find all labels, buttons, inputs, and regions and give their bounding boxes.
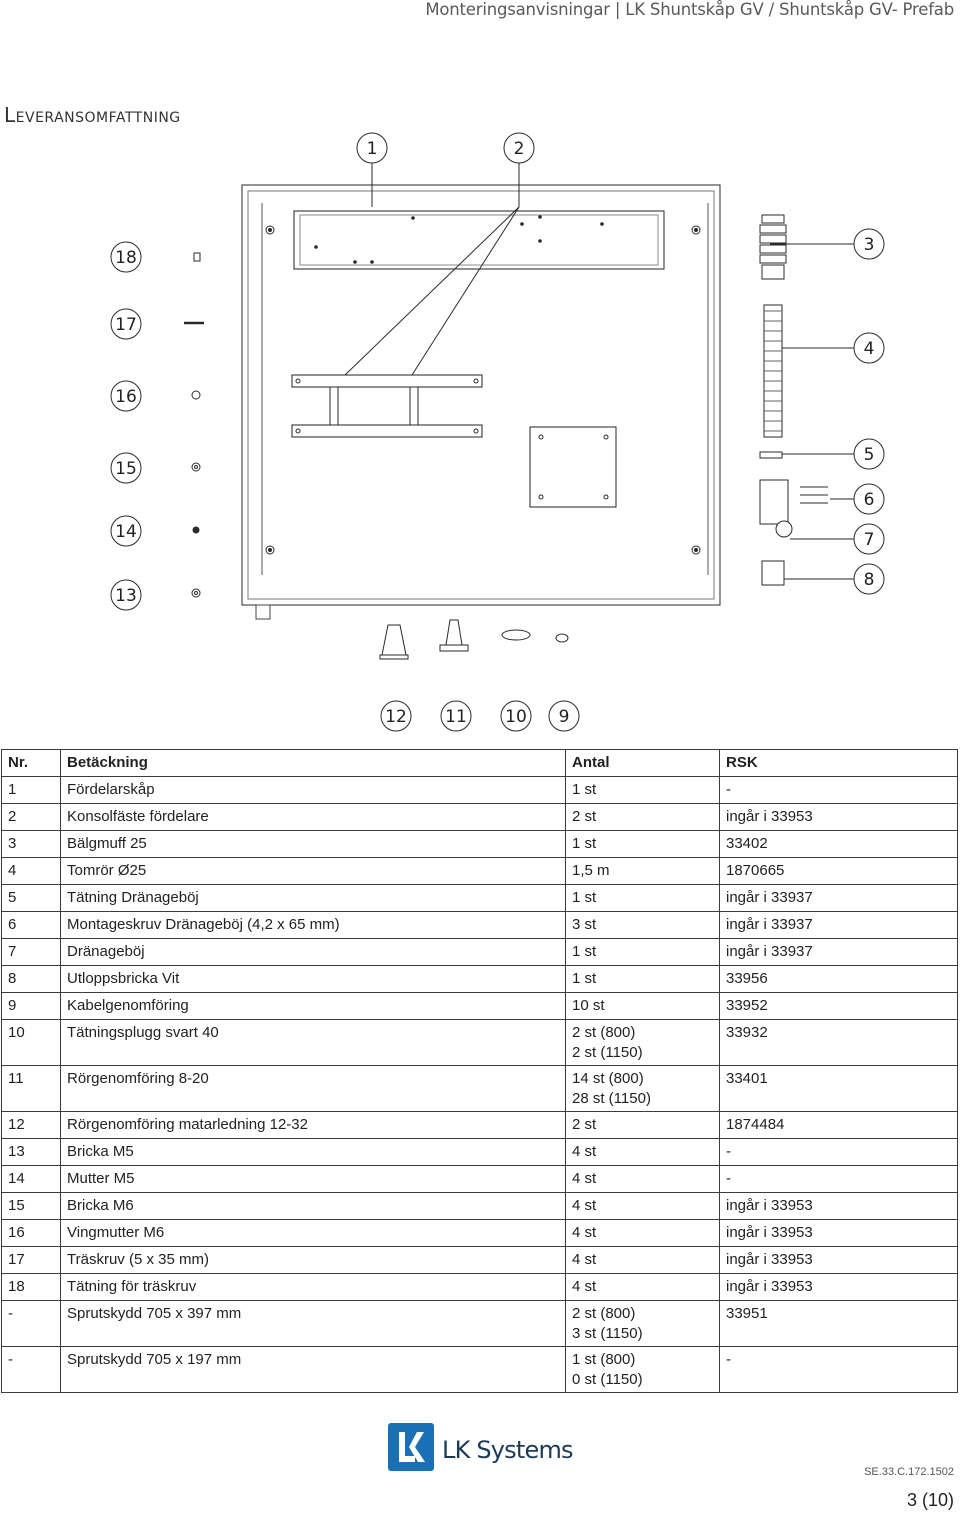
cell-name: Bricka M5 <box>61 1139 566 1166</box>
cell-rsk: ingår i 33953 <box>720 1247 958 1274</box>
svg-text:1: 1 <box>366 139 378 159</box>
svg-text:3: 3 <box>863 235 875 255</box>
callout-8 <box>854 564 884 594</box>
cell-rsk: 33401 <box>720 1066 958 1112</box>
cell-qty: 1 st <box>566 831 720 858</box>
cell-nr: 7 <box>2 939 61 966</box>
qty-line-secondary: 28 st (1150) <box>572 1090 651 1107</box>
cell-nr: 1 <box>2 777 61 804</box>
cell-qty <box>566 1347 720 1393</box>
cell-name: Tätning Dränageböj <box>61 885 566 912</box>
cell-qty: 4 st <box>566 1220 720 1247</box>
svg-text:12: 12 <box>385 707 407 727</box>
callout-13 <box>111 580 141 610</box>
cell-rsk: ingår i 33953 <box>720 1220 958 1247</box>
svg-text:5: 5 <box>863 445 875 465</box>
cell-name: Sprutskydd 705 x 197 mm <box>61 1347 566 1393</box>
section-title: Leveransomfattning <box>4 103 181 127</box>
cell-qty: 3 st <box>566 912 720 939</box>
cell-rsk: 33956 <box>720 966 958 993</box>
cell-rsk: 33951 <box>720 1301 958 1347</box>
svg-text:6: 6 <box>863 490 875 510</box>
svg-text:7: 7 <box>863 530 875 550</box>
cell-nr: 14 <box>2 1166 61 1193</box>
callout-15 <box>111 453 141 483</box>
cell-nr: 17 <box>2 1247 61 1274</box>
cell-name: Rörgenomföring 8-20 <box>61 1066 566 1112</box>
parts-table <box>1 749 958 1393</box>
document-header: Monteringsanvisningar | LK Shuntskåp GV / Shuntskåp GV- Prefab <box>425 0 954 19</box>
cell-nr: 12 <box>2 1112 61 1139</box>
cell-rsk: 33932 <box>720 1020 958 1066</box>
right-parts <box>760 215 828 585</box>
qty-line-secondary: 0 st (1150) <box>572 1371 643 1388</box>
cell-name: Tomrör Ø25 <box>61 858 566 885</box>
callout-11 <box>441 701 471 731</box>
qty-line-secondary: 3 st (1150) <box>572 1325 643 1342</box>
table-row <box>2 1112 958 1139</box>
cell-qty: 1 st <box>566 777 720 804</box>
cell-qty: 1 st <box>566 939 720 966</box>
cell-rsk: ingår i 33937 <box>720 939 958 966</box>
table-header-row <box>2 750 958 777</box>
callout-10 <box>501 701 531 731</box>
cell-rsk: - <box>720 777 958 804</box>
cell-rsk: ingår i 33937 <box>720 912 958 939</box>
svg-text:4: 4 <box>863 339 875 359</box>
svg-text:13: 13 <box>115 586 137 606</box>
cell-nr: 10 <box>2 1020 61 1066</box>
table-row <box>2 939 958 966</box>
cell-qty <box>566 1020 720 1066</box>
cell-nr: 4 <box>2 858 61 885</box>
header-qty: Antal <box>566 750 720 777</box>
header-rsk: RSK <box>720 750 958 777</box>
cell-name: Fördelarskåp <box>61 777 566 804</box>
table-row <box>2 1166 958 1193</box>
cell-qty: 4 st <box>566 1139 720 1166</box>
cell-nr: - <box>2 1347 61 1393</box>
cell-qty: 1 st <box>566 966 720 993</box>
bottom-parts <box>380 620 568 659</box>
cell-name: Utloppsbricka Vit <box>61 966 566 993</box>
cell-qty: 10 st <box>566 993 720 1020</box>
cell-nr: 9 <box>2 993 61 1020</box>
cell-qty: 1,5 m <box>566 858 720 885</box>
callout-17 <box>111 309 141 339</box>
callout-7 <box>854 524 884 554</box>
cell-rsk: 33952 <box>720 993 958 1020</box>
svg-text:15: 15 <box>115 459 137 479</box>
table-body <box>2 777 958 1393</box>
table-row <box>2 993 958 1020</box>
callout-6 <box>854 484 884 514</box>
cell-qty: 4 st <box>566 1166 720 1193</box>
cell-nr: 2 <box>2 804 61 831</box>
table-row <box>2 1193 958 1220</box>
cell-nr: 16 <box>2 1220 61 1247</box>
cell-rsk: 1874484 <box>720 1112 958 1139</box>
svg-text:14: 14 <box>115 522 137 542</box>
callout-1 <box>357 133 387 163</box>
cell-nr: 15 <box>2 1193 61 1220</box>
table-row <box>2 858 958 885</box>
qty-line: 2 st (800) <box>572 1305 636 1322</box>
callout-12 <box>381 701 411 731</box>
table-row <box>2 1274 958 1301</box>
cell-rsk: - <box>720 1347 958 1393</box>
cell-name: Kabelgenomföring <box>61 993 566 1020</box>
left-parts <box>184 253 204 597</box>
qty-line: 1 st (800) <box>572 1351 636 1368</box>
cell-name: Träskruv (5 x 35 mm) <box>61 1247 566 1274</box>
cell-name: Sprutskydd 705 x 397 mm <box>61 1301 566 1347</box>
table-row <box>2 1020 958 1066</box>
cell-name: Rörgenomföring matarledning 12-32 <box>61 1112 566 1139</box>
logo-text: LK Systems <box>442 1436 573 1464</box>
cell-rsk: ingår i 33953 <box>720 804 958 831</box>
cell-qty: 2 st <box>566 1112 720 1139</box>
svg-text:11: 11 <box>445 707 467 727</box>
cell-qty: 4 st <box>566 1274 720 1301</box>
callout-3 <box>854 229 884 259</box>
cell-name: Dränageböj <box>61 939 566 966</box>
page-number: 3 (10) <box>906 1490 954 1510</box>
table-row <box>2 1347 958 1393</box>
cell-name: Konsolfäste fördelare <box>61 804 566 831</box>
cell-qty: 4 st <box>566 1247 720 1274</box>
svg-text:10: 10 <box>505 707 527 727</box>
header-nr: Nr. <box>2 750 61 777</box>
cell-name: Tätning för träskruv <box>61 1274 566 1301</box>
cell-name: Bälgmuff 25 <box>61 831 566 858</box>
table-row <box>2 831 958 858</box>
table-row <box>2 1139 958 1166</box>
cell-rsk: ingår i 33953 <box>720 1193 958 1220</box>
table-row <box>2 912 958 939</box>
header-name: Betäckning <box>61 750 566 777</box>
cell-qty <box>566 1066 720 1112</box>
svg-text:18: 18 <box>115 248 137 268</box>
callout-5 <box>854 439 884 469</box>
cell-nr: 13 <box>2 1139 61 1166</box>
svg-text:16: 16 <box>115 387 137 407</box>
table-row <box>2 1301 958 1347</box>
qty-line-secondary: 2 st (1150) <box>572 1044 643 1061</box>
cell-rsk: ingår i 33937 <box>720 885 958 912</box>
cell-rsk: - <box>720 1139 958 1166</box>
lk-logo <box>388 1423 578 1475</box>
table-row <box>2 1220 958 1247</box>
cell-name: Bricka M6 <box>61 1193 566 1220</box>
cell-name: Mutter M5 <box>61 1166 566 1193</box>
cell-nr: 8 <box>2 966 61 993</box>
svg-text:17: 17 <box>115 315 137 335</box>
table-row <box>2 885 958 912</box>
svg-text:8: 8 <box>863 570 875 590</box>
cell-name: Montageskruv Dränageböj (4,2 x 65 mm) <box>61 912 566 939</box>
cell-rsk: ingår i 33953 <box>720 1274 958 1301</box>
svg-text:9: 9 <box>558 707 570 727</box>
table-row <box>2 777 958 804</box>
cell-rsk: - <box>720 1166 958 1193</box>
cell-rsk: 1870665 <box>720 858 958 885</box>
table-row <box>2 1066 958 1112</box>
cell-nr: 6 <box>2 912 61 939</box>
table-row <box>2 804 958 831</box>
cell-nr: 11 <box>2 1066 61 1112</box>
cell-qty: 4 st <box>566 1193 720 1220</box>
cell-name: Vingmutter M6 <box>61 1220 566 1247</box>
cell-nr: - <box>2 1301 61 1347</box>
cell-name: Tätningsplugg svart 40 <box>61 1020 566 1066</box>
callout-18 <box>111 242 141 272</box>
callout-2 <box>504 133 534 163</box>
cell-qty: 2 st <box>566 804 720 831</box>
callout-16 <box>111 381 141 411</box>
cell-nr: 5 <box>2 885 61 912</box>
qty-line: 14 st (800) <box>572 1070 644 1087</box>
document-code: SE.33.C.172.1502 <box>864 1466 954 1478</box>
callout-14 <box>111 516 141 546</box>
parts-diagram <box>0 125 960 740</box>
callout-9 <box>549 701 579 731</box>
cell-qty: 1 st <box>566 885 720 912</box>
table-row <box>2 966 958 993</box>
svg-text:2: 2 <box>513 139 525 159</box>
cell-rsk: 33402 <box>720 831 958 858</box>
callout-4 <box>854 333 884 363</box>
cell-qty <box>566 1301 720 1347</box>
table-row <box>2 1247 958 1274</box>
cell-nr: 18 <box>2 1274 61 1301</box>
cabinet-drawing <box>242 185 720 619</box>
cell-nr: 3 <box>2 831 61 858</box>
qty-line: 2 st (800) <box>572 1024 636 1041</box>
